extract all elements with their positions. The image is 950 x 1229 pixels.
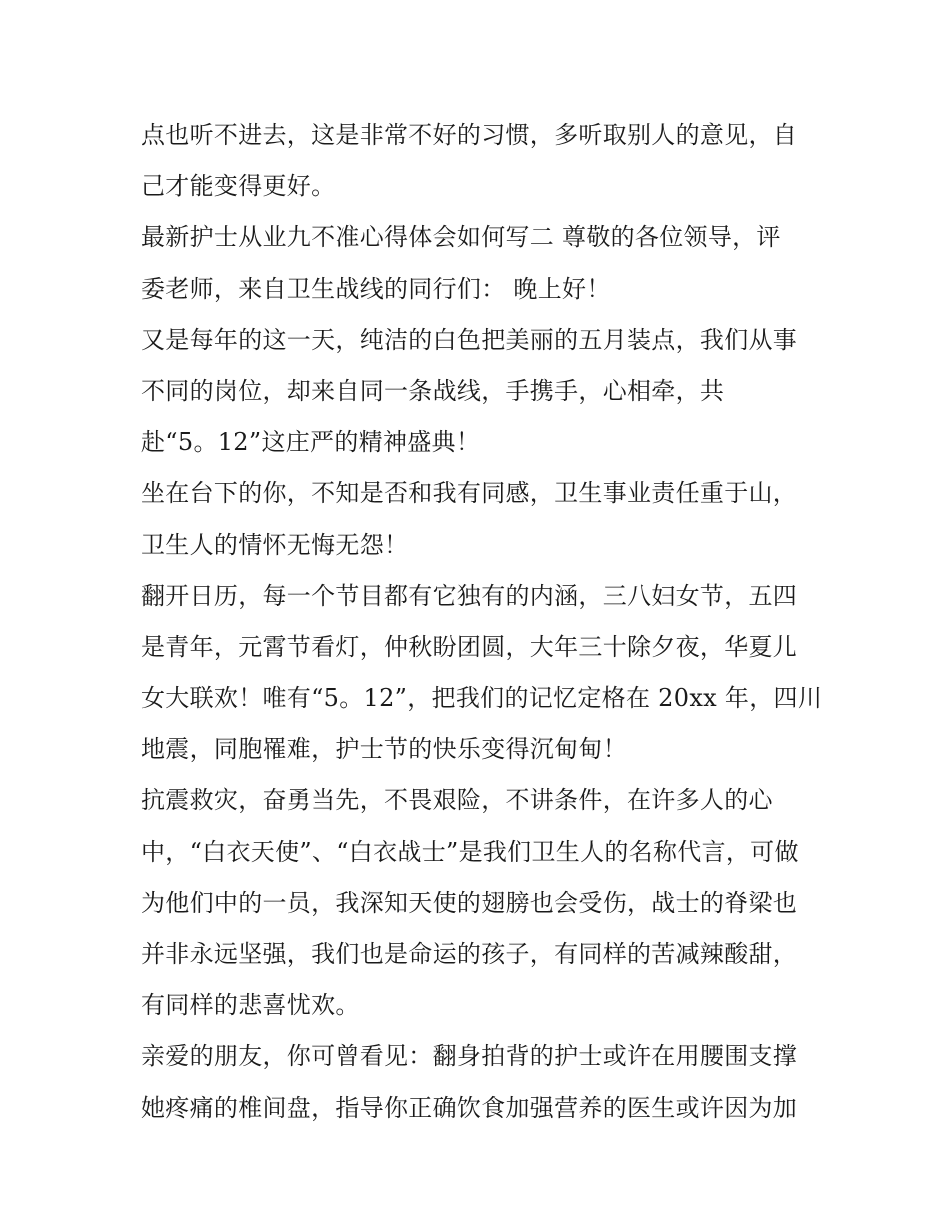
- text-line: 地震，同胞罹难，护士节的快乐变得沉甸甸！: [141, 735, 627, 764]
- text-line: 坐在台下的你，不知是否和我有同感，卫生事业责任重于山，: [141, 479, 798, 508]
- text-line: 为他们中的一员，我深知天使的翅膀也会受伤，战士的脊梁也: [141, 888, 798, 917]
- text-line: 抗震救灾，奋勇当先，不畏艰险，不讲条件，在许多人的心: [141, 786, 773, 815]
- text-line: 是青年，元霄节看灯，仲秋盼团圆，大年三十除夕夜，华夏儿: [141, 632, 798, 661]
- text-line: 中，“白衣天使”、“白衣战士”是我们卫生人的名称代言，可做: [141, 837, 799, 866]
- document-body: [141, 110, 821, 1134]
- text-line: 有同样的悲喜忧欢。: [141, 991, 360, 1020]
- text-line: 不同的岗位，却来自同一条战线，手携手，心相牵，共: [141, 376, 725, 405]
- text-line: 最新护士从业九不准心得体会如何写二 尊敬的各位领导，评: [141, 223, 781, 252]
- text-line: 委老师，来自卫生战线的同行们： 晚上好！: [141, 274, 611, 303]
- text-line: 己才能变得更好。: [141, 172, 336, 201]
- text-line: 她疼痛的椎间盘，指导你正确饮食加强营养的医生或许因为加: [141, 1093, 798, 1122]
- text-line: 卫生人的情怀无悔无怨！: [141, 530, 409, 559]
- text-line: 女大联欢！唯有“5。12”，把我们的记忆定格在 20xx 年，四川: [141, 684, 823, 713]
- text-line: 亲爱的朋友，你可曾看见：翻身拍背的护士或许在用腰围支撑: [141, 1042, 798, 1071]
- text-line: 翻开日历，每一个节目都有它独有的内涵，三八妇女节，五四: [141, 581, 798, 610]
- text-line: 又是每年的这一天，纯洁的白色把美丽的五月装点，我们从事: [141, 325, 798, 354]
- text-line: 赴“5。12”这庄严的精神盛典！: [141, 428, 481, 457]
- text-line: 并非永远坚强，我们也是命运的孩子，有同样的苦减辣酸甜，: [141, 940, 798, 968]
- text-line: 点也听不进去，这是非常不好的习惯，多听取别人的意见，自: [141, 121, 798, 149]
